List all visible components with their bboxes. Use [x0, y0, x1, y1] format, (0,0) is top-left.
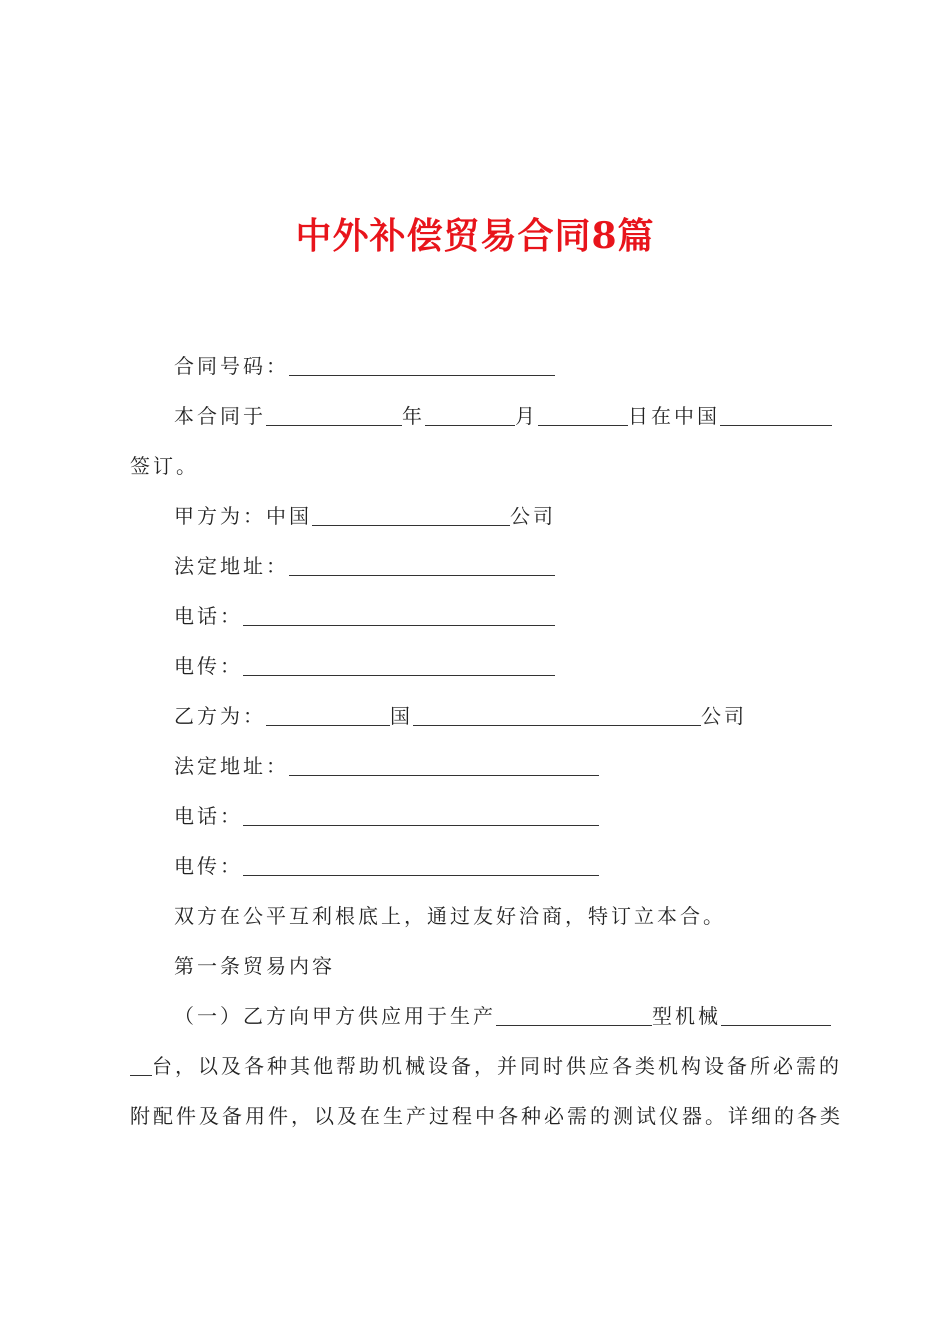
- party-b-label: 乙方为：: [174, 704, 266, 728]
- party-b-fax-line: [174, 852, 599, 880]
- signing-prefix: 本合同于: [174, 404, 266, 428]
- party-a-address-label: 法定地址：: [174, 554, 289, 578]
- party-b-company-blank: [413, 705, 701, 726]
- quantity-blank-cont: [130, 1055, 152, 1076]
- party-a-label: 甲方为：中国: [174, 504, 312, 528]
- party-b-address-label: 法定地址：: [174, 754, 289, 778]
- party-a-fax-blank: [243, 655, 555, 676]
- party-b-company-label: 公司: [701, 704, 747, 728]
- year-blank: [266, 405, 402, 426]
- clause-one-line-3: [130, 1102, 843, 1130]
- month-blank: [425, 405, 515, 426]
- clause-one-line-1: [174, 1002, 831, 1030]
- clause-one-prefix: （一）乙方向甲方供应用于生产: [174, 1004, 496, 1028]
- article-one-title: 第一条贸易内容: [174, 954, 335, 978]
- signing-date-line: [174, 402, 832, 430]
- party-a-address-line: [174, 552, 555, 580]
- quantity-blank: [721, 1005, 831, 1026]
- agreement-line: [174, 902, 726, 930]
- party-b-phone-label: 电话：: [174, 804, 243, 828]
- month-label: 月: [515, 404, 538, 428]
- signing-suffix-line: [130, 452, 199, 480]
- party-b-phone-blank: [243, 805, 599, 826]
- party-b-address-blank: [289, 755, 599, 776]
- party-b-address-line: [174, 752, 599, 780]
- party-b-phone-line: [174, 802, 599, 830]
- contract-number-line: [174, 352, 555, 380]
- party-b-line: [174, 702, 747, 730]
- party-a-fax-label: 电传：: [174, 654, 243, 678]
- clause-one-text-2: 台，以及各种其他帮助机械设备，并同时供应各类机构设备所必需的: [152, 1054, 842, 1078]
- party-b-fax-label: 电传：: [174, 854, 243, 878]
- day-blank: [538, 405, 628, 426]
- signing-suffix: 签订。: [130, 454, 199, 478]
- party-b-country-label: 国: [390, 704, 413, 728]
- year-label: 年: [402, 404, 425, 428]
- contract-number-label: 合同号码：: [174, 354, 289, 378]
- contract-number-blank: [289, 355, 555, 376]
- party-a-phone-label: 电话：: [174, 604, 243, 628]
- party-a-address-blank: [289, 555, 555, 576]
- party-a-company-label: 公司: [510, 504, 556, 528]
- party-a-line: [174, 502, 556, 530]
- article-one-heading: [174, 952, 335, 980]
- machine-type-label: 型机械: [652, 1004, 721, 1028]
- party-a-fax-line: [174, 652, 555, 680]
- agreement-text: 双方在公平互利根底上，通过友好洽商，特订立本合。: [174, 904, 726, 928]
- clause-one-text-3: 附配件及备用件，以及在生产过程中各种必需的测试仪器。详细的各类: [130, 1104, 843, 1128]
- party-a-phone-blank: [243, 605, 555, 626]
- party-a-phone-line: [174, 602, 555, 630]
- party-b-fax-blank: [243, 855, 599, 876]
- party-b-country-blank: [266, 705, 390, 726]
- clause-one-line-2: [130, 1052, 842, 1080]
- product-blank: [496, 1005, 652, 1026]
- day-place-label: 日在中国: [628, 404, 720, 428]
- document-title: 中外补偿贸易合同8篇: [295, 215, 655, 257]
- place-blank: [720, 405, 832, 426]
- party-a-blank: [312, 505, 510, 526]
